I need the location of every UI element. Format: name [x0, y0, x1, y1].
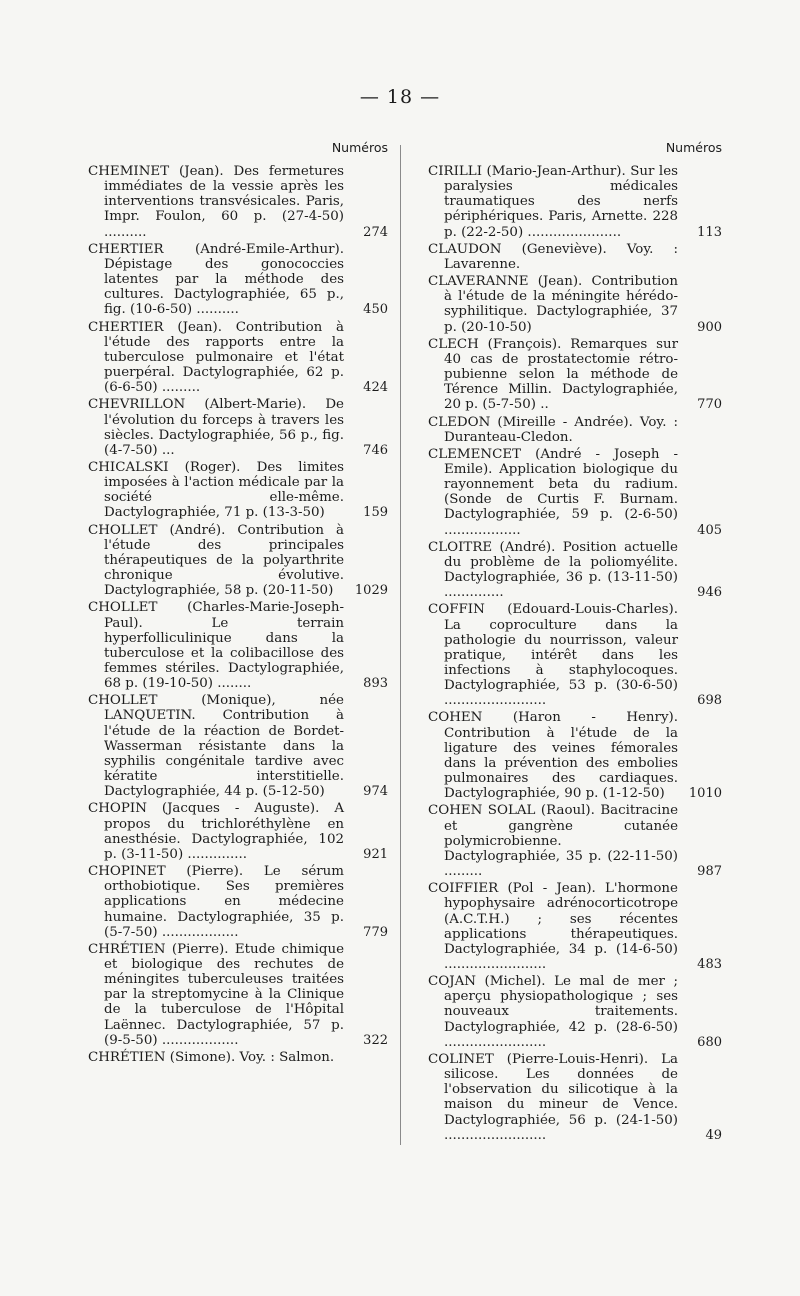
author-surname: CHRÉTIEN: [88, 941, 166, 957]
index-entry: [88, 864, 388, 940]
author-surname: CHOLLET: [88, 693, 158, 709]
right-column-header: Numéros: [665, 140, 722, 155]
index-entry: [88, 801, 388, 862]
author-surname: CLECH: [428, 336, 479, 352]
author-given-names: (Albert-Marie).: [204, 397, 307, 413]
author-surname: CHEVRILLON: [88, 397, 186, 413]
author-surname: CHOPINET: [88, 864, 166, 880]
author-given-names: (François).: [487, 336, 562, 352]
author-given-names: (Edouard-Louis-Charles).: [507, 602, 678, 618]
entry-number: 450: [363, 302, 388, 318]
author-surname: CHOLLET: [88, 522, 158, 538]
thesis-description: Voy. : Salmon.: [239, 1049, 335, 1065]
author-surname: COFFIN: [428, 602, 485, 618]
index-entry: [428, 242, 722, 272]
thesis-description: L'hormone hypophysaire adrénocorticotrope (A.C.T.H.) ; ses récentes applications thérapeutiques. Dactylographiée, 34 p. (14-6-50) ........................: [444, 881, 678, 972]
index-entry: [428, 881, 722, 972]
right-entries-list: [428, 164, 722, 1143]
left-column: [88, 140, 388, 1067]
index-entry: [428, 337, 722, 413]
author-given-names: (Haron - Henry).: [512, 710, 679, 726]
author-surname: COLINET: [428, 1051, 494, 1067]
author-given-names: (Jean).: [179, 164, 224, 179]
thesis-description: A propos du trichloréthylène en anesthésie. Dactylographiée, 102 p. (3-11-50) ..............: [104, 801, 344, 862]
entry-number: 113: [697, 224, 722, 240]
page-number: — 18 —: [359, 86, 441, 108]
index-entry: [428, 274, 722, 335]
thesis-description: De l'évolution du forceps à travers les siècles. Dactylographiée, 56 p., fig. (4-7-50) ...: [104, 397, 344, 458]
author-given-names: (Charles-Marie-Joseph-Paul).: [104, 600, 344, 631]
author-given-names: (André - Joseph - Emile).: [444, 446, 678, 477]
author-given-names: (Pierre-Louis-Henri).: [506, 1051, 649, 1067]
thesis-description: Contribution à l'étude de la méningite hérédo-syphilitique. Dactylographiée, 37 p. (20-10-50): [444, 274, 678, 335]
thesis-description: Voy. : Duranteau-Cledon.: [444, 414, 678, 445]
thesis-description: Position actuelle du problème de la poliomyélite. Dactylographiée, 36 p. (13-11-50) ..............: [444, 539, 678, 601]
author-surname: CLOITRE: [428, 539, 493, 555]
author-given-names: (Pierre).: [171, 941, 229, 957]
entry-number: 770: [697, 397, 722, 413]
index-entry: [88, 164, 388, 240]
index-entry: [88, 1050, 388, 1065]
thesis-description: Des limites imposées à l'action médicale par la société elle-même. Dactylographiée, 71 p. (13-3-50): [104, 459, 345, 521]
thesis-description: Contribution à l'étude de la ligature des veines fémorales dans la prévention des embolies pulmonaires des cardiaques. Dactylographiée, 90 p. (1-12-50): [444, 725, 678, 802]
author-given-names: (Raoul).: [540, 803, 595, 819]
entry-number: 680: [697, 1034, 722, 1050]
entry-number: 405: [697, 522, 722, 538]
thesis-description: La coproculture dans la pathologie du nourrisson, valeur pratique, intérêt dans les infections à staphylocoques. Dactylographiée, 53 p. (30-6-50) ........................: [444, 617, 678, 709]
index-entry: [428, 602, 722, 708]
entry-number: 900: [697, 319, 722, 335]
left-entries-list: [88, 164, 388, 1065]
entry-number: 893: [363, 676, 388, 692]
author-surname: CHOPIN: [88, 801, 147, 817]
author-given-names: (Jean).: [177, 319, 222, 335]
index-entry: [428, 974, 722, 1050]
author-given-names: (Monique), née LANQUETIN.: [104, 693, 344, 724]
author-surname: COHEN: [428, 710, 483, 726]
author-given-names: (Michel).: [484, 974, 546, 990]
author-surname: COJAN: [428, 974, 476, 990]
entry-number: 1029: [354, 583, 388, 599]
author-surname: CHERTIER: [88, 319, 164, 335]
thesis-description: Application biologique du rayonnement beta du radium. (Sonde de Curtis F. Burnam. Dactylographiée, 59 p. (2-6-50) ..................: [444, 461, 678, 538]
index-entry: [88, 942, 388, 1048]
index-entry: [88, 600, 388, 691]
thesis-description: Bacitracine et gangrène cutanée polymicrobienne. Dactylographiée, 35 p. (22-11-50) .........: [444, 803, 679, 880]
entry-number: 159: [363, 505, 388, 521]
index-entry: [428, 803, 722, 879]
entry-number: 322: [363, 1032, 388, 1048]
author-surname: CLAVERANNE: [428, 274, 529, 290]
author-given-names: (Simone).: [169, 1049, 236, 1065]
thesis-description: Le sérum orthobiotique. Ses premières applications en médecine humaine. Dactylographiée, 35 p. (5-7-50) ..................: [104, 864, 344, 940]
author-surname: COHEN SOLAL: [428, 803, 536, 819]
index-entry: [428, 447, 722, 538]
author-given-names: (Jacques - Auguste).: [161, 801, 320, 817]
thesis-description: Sur les paralysies médicales traumatiques des nerfs périphériques. Paris, Arnette. 228 p. (22-2-50) ......................: [444, 164, 678, 240]
entry-number: 274: [363, 224, 388, 240]
entry-number: 746: [363, 442, 388, 458]
author-surname: CLAUDON: [428, 241, 502, 257]
author-surname: CIRILLI: [428, 164, 482, 179]
thesis-description: Etude chimique et biologique des rechutes de méningites tuberculeuses traitées par la streptomycine à la Clinique de la tuberculose de l'Hôpital Laënnec. Dactylographiée, 57 p. (9-5-50) ..................: [104, 941, 345, 1048]
index-entry: [428, 164, 722, 240]
entry-number: 483: [697, 956, 722, 972]
author-given-names: (Roger).: [184, 459, 241, 475]
left-column-header: Numéros: [331, 140, 388, 155]
index-entry: [88, 460, 388, 521]
author-given-names: (André).: [499, 539, 556, 555]
author-surname: CHRÉTIEN: [88, 1049, 166, 1065]
index-entry: [88, 397, 388, 458]
thesis-description: Le mal de mer ; aperçu physiopathologique ; ses nouveaux traitements. Dactylographiée, 42 p. (28-6-50) ........................: [444, 974, 678, 1050]
entry-number: 987: [697, 864, 722, 880]
author-given-names: (Pol - Jean).: [507, 881, 596, 897]
author-surname: CHICALSKI: [88, 459, 169, 475]
entry-number: 1010: [688, 786, 722, 802]
author-given-names: (Jean).: [537, 274, 583, 290]
entry-number: 779: [363, 924, 388, 940]
index-entry: [428, 710, 722, 801]
thesis-description: Contribution à l'étude des rapports entre la tuberculose pulmonaire et l'état puerpéral. Dactylographiée, 62 p. (6-6-50) .........: [104, 319, 344, 396]
index-entry: [88, 693, 388, 799]
entry-number: 698: [697, 693, 722, 709]
author-given-names: (Geneviève).: [521, 241, 607, 257]
entry-number: 974: [363, 784, 388, 800]
author-given-names: (André).: [169, 522, 226, 538]
author-given-names: (André-Emile-Arthur).: [194, 241, 344, 257]
author-surname: CHEMINET: [88, 164, 170, 179]
column-divider: [400, 145, 401, 1145]
index-entry: [428, 1052, 722, 1143]
author-surname: CHERTIER: [88, 241, 164, 257]
entry-number: 921: [363, 846, 388, 862]
thesis-description: Remarques sur 40 cas de prostatectomie rétro-pubienne selon la méthode de Térence Millin. Dactylographiée, 20 p. (5-7-50) ..: [444, 336, 678, 413]
thesis-description: Contribution à l'étude des principales thérapeutiques de la polyarthrite chronique évolutive. Dactylographiée, 58 p. (20-11-50): [104, 522, 344, 599]
thesis-description: Contribution à l'étude de la réaction de Bordet-Wasserman résistante dans la syphilis congénitale tardive avec kératite interstitielle. Dactylographiée, 44 p. (5-12-50): [104, 708, 344, 800]
author-surname: CLEMENCET: [428, 446, 522, 462]
index-entry: [88, 523, 388, 599]
entry-number: 49: [705, 1127, 722, 1143]
thesis-description: La silicose. Les données de l'observation du silicotique à la maison du mineur de Vence. Dactylographiée, 56 p. (24-1-50) ........................: [444, 1051, 678, 1143]
thesis-description: Des fermetures immédiates de la vessie après les interventions transvésicales. Paris, Impr. Foulon, 60 p. (27-4-50) ..........: [104, 164, 344, 240]
author-surname: CHOLLET: [88, 600, 158, 616]
entry-number: 946: [697, 585, 722, 601]
index-entry: [88, 320, 388, 396]
entry-number: 424: [363, 380, 388, 396]
author-given-names: (Mireille - Andrée).: [497, 414, 633, 430]
thesis-description: Voy. : Lavarenne.: [444, 241, 678, 272]
thesis-description: Dépistage des gonococcies latentes par la méthode des cultures. Dactylographiée, 65 p., fig. (10-6-50) ..........: [104, 256, 344, 318]
thesis-description: Le terrain hyperfolliculinique dans la tuberculose et la colibacillose des femmes stériles. Dactylographiée, 68 p. (19-10-50) ........: [104, 615, 344, 692]
author-surname: COIFFIER: [428, 881, 499, 897]
index-entry: [428, 540, 722, 601]
right-column: [428, 140, 722, 1145]
author-given-names: (Mario-Jean-Arthur).: [486, 164, 626, 179]
author-surname: CLEDON: [428, 414, 491, 430]
index-entry: [88, 242, 388, 318]
author-given-names: (Pierre).: [186, 864, 244, 880]
index-entry: [428, 415, 722, 445]
